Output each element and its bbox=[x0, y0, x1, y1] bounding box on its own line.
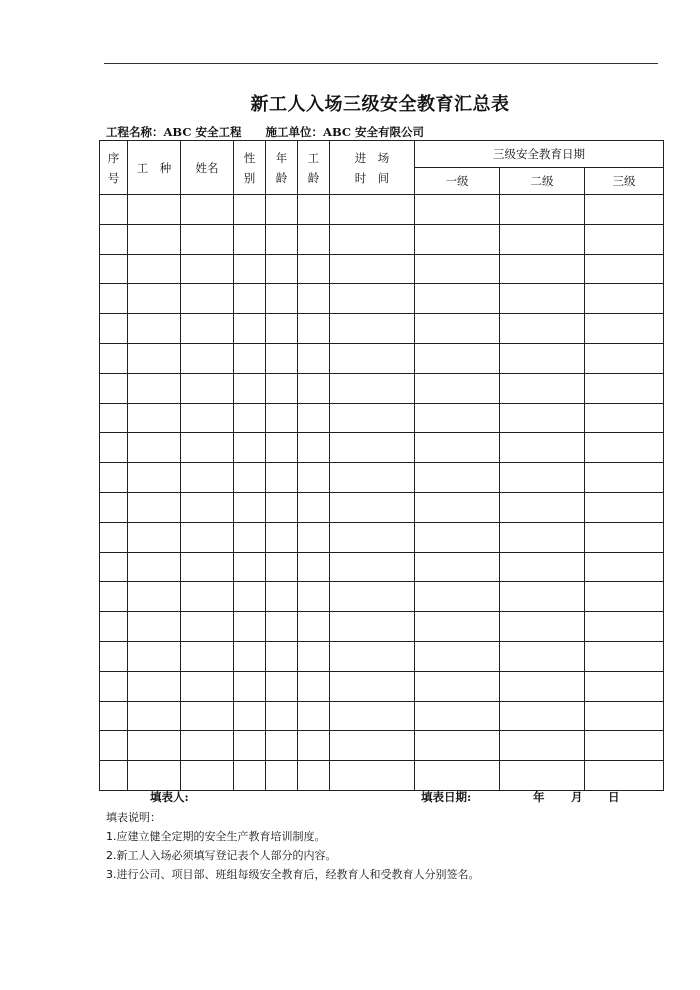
table-cell[interactable] bbox=[234, 522, 266, 552]
header-education-dates: 三级安全教育日期 bbox=[415, 141, 664, 168]
table-cell[interactable] bbox=[181, 641, 234, 671]
table-cell[interactable] bbox=[181, 403, 234, 433]
table-cell[interactable] bbox=[585, 224, 664, 254]
table-cell[interactable] bbox=[298, 195, 330, 225]
table-cell[interactable] bbox=[100, 731, 128, 761]
table-cell[interactable] bbox=[266, 612, 298, 642]
table-cell[interactable] bbox=[266, 254, 298, 284]
note-item-3: 3.进行公司、项目部、班组每级安全教育后，经教育人和受教育人分别签名。 bbox=[106, 868, 480, 881]
table-cell[interactable] bbox=[266, 582, 298, 612]
table-cell[interactable] bbox=[415, 314, 500, 344]
table-cell[interactable] bbox=[100, 492, 128, 522]
table-row bbox=[100, 314, 664, 344]
header-level-1: 一级 bbox=[415, 168, 500, 195]
table-cell[interactable] bbox=[330, 641, 415, 671]
table-cell[interactable] bbox=[234, 701, 266, 731]
table-cell[interactable] bbox=[181, 761, 234, 791]
table-row bbox=[100, 254, 664, 284]
table-cell[interactable] bbox=[266, 641, 298, 671]
table-cell[interactable] bbox=[100, 641, 128, 671]
table-cell[interactable] bbox=[128, 582, 181, 612]
table-cell[interactable] bbox=[585, 254, 664, 284]
fill-date-label: 填表日期: bbox=[421, 790, 472, 804]
table-cell[interactable] bbox=[298, 671, 330, 701]
table-cell[interactable] bbox=[128, 671, 181, 701]
table-cell[interactable] bbox=[234, 761, 266, 791]
table-cell[interactable] bbox=[585, 552, 664, 582]
table-cell[interactable] bbox=[500, 373, 585, 403]
table-row bbox=[100, 463, 664, 493]
table-cell[interactable] bbox=[298, 343, 330, 373]
table-cell[interactable] bbox=[298, 612, 330, 642]
table-cell[interactable] bbox=[585, 612, 664, 642]
table-body bbox=[100, 195, 664, 791]
table-cell[interactable] bbox=[298, 224, 330, 254]
table-row bbox=[100, 343, 664, 373]
table-cell[interactable] bbox=[181, 195, 234, 225]
table-cell[interactable] bbox=[128, 373, 181, 403]
table-cell[interactable] bbox=[234, 552, 266, 582]
table-cell[interactable] bbox=[298, 701, 330, 731]
table-row bbox=[100, 492, 664, 522]
table-cell[interactable] bbox=[500, 522, 585, 552]
table-cell[interactable] bbox=[234, 641, 266, 671]
table-cell[interactable] bbox=[234, 582, 266, 612]
table-cell[interactable] bbox=[415, 701, 500, 731]
header-entry-time: 进 场 时 间 bbox=[330, 141, 415, 195]
header-work-age: 工 龄 bbox=[298, 141, 330, 195]
table-cell[interactable] bbox=[234, 343, 266, 373]
table-cell[interactable] bbox=[500, 731, 585, 761]
table-cell[interactable] bbox=[234, 492, 266, 522]
table-cell[interactable] bbox=[415, 224, 500, 254]
table-cell[interactable] bbox=[234, 254, 266, 284]
table-cell[interactable] bbox=[330, 671, 415, 701]
table-cell[interactable] bbox=[266, 463, 298, 493]
table-cell[interactable] bbox=[266, 403, 298, 433]
table-cell[interactable] bbox=[585, 641, 664, 671]
table-cell[interactable] bbox=[266, 195, 298, 225]
filler-label: 填表人: bbox=[150, 790, 189, 804]
table-cell[interactable] bbox=[181, 373, 234, 403]
table-cell[interactable] bbox=[330, 224, 415, 254]
table-cell[interactable] bbox=[330, 701, 415, 731]
table-cell[interactable] bbox=[415, 761, 500, 791]
table-row bbox=[100, 195, 664, 225]
table-cell[interactable] bbox=[234, 731, 266, 761]
table-row bbox=[100, 761, 664, 791]
header-age: 年 龄 bbox=[266, 141, 298, 195]
table-cell[interactable] bbox=[128, 761, 181, 791]
table-cell[interactable] bbox=[298, 463, 330, 493]
table-cell[interactable] bbox=[415, 373, 500, 403]
table-cell[interactable] bbox=[266, 761, 298, 791]
table-cell[interactable] bbox=[266, 373, 298, 403]
table-cell[interactable] bbox=[181, 314, 234, 344]
top-rule bbox=[104, 63, 658, 64]
table-cell[interactable] bbox=[415, 671, 500, 701]
table-cell[interactable] bbox=[330, 492, 415, 522]
table-cell[interactable] bbox=[500, 254, 585, 284]
table-cell[interactable] bbox=[181, 463, 234, 493]
table-cell[interactable] bbox=[128, 641, 181, 671]
table-cell[interactable] bbox=[234, 612, 266, 642]
table-cell[interactable] bbox=[298, 403, 330, 433]
table-cell[interactable] bbox=[266, 284, 298, 314]
table-cell[interactable] bbox=[100, 284, 128, 314]
table-cell[interactable] bbox=[500, 492, 585, 522]
table-cell[interactable] bbox=[128, 403, 181, 433]
table-cell[interactable] bbox=[330, 314, 415, 344]
table-cell[interactable] bbox=[415, 612, 500, 642]
table-cell[interactable] bbox=[500, 761, 585, 791]
table-cell[interactable] bbox=[500, 343, 585, 373]
table-cell[interactable] bbox=[181, 731, 234, 761]
table-cell[interactable] bbox=[415, 492, 500, 522]
table-cell[interactable] bbox=[128, 731, 181, 761]
table-cell[interactable] bbox=[585, 463, 664, 493]
table-cell[interactable] bbox=[500, 284, 585, 314]
table-row bbox=[100, 284, 664, 314]
table-cell[interactable] bbox=[298, 314, 330, 344]
table-cell[interactable] bbox=[181, 701, 234, 731]
note-item-1: 1.应建立健全定期的安全生产教育培训制度。 bbox=[106, 830, 326, 843]
table-row bbox=[100, 522, 664, 552]
table-cell[interactable] bbox=[234, 463, 266, 493]
table-cell[interactable] bbox=[330, 403, 415, 433]
table-row bbox=[100, 612, 664, 642]
table-cell[interactable] bbox=[415, 254, 500, 284]
table-row bbox=[100, 373, 664, 403]
header-gender: 性 别 bbox=[234, 141, 266, 195]
table-cell[interactable] bbox=[181, 284, 234, 314]
table-row bbox=[100, 671, 664, 701]
table-cell[interactable] bbox=[100, 254, 128, 284]
table-cell[interactable] bbox=[128, 224, 181, 254]
table-cell[interactable] bbox=[415, 522, 500, 552]
table-cell[interactable] bbox=[181, 343, 234, 373]
table-cell[interactable] bbox=[585, 433, 664, 463]
table-cell[interactable] bbox=[585, 195, 664, 225]
table-cell[interactable] bbox=[500, 641, 585, 671]
header-level-2: 二级 bbox=[500, 168, 585, 195]
table-cell[interactable] bbox=[181, 612, 234, 642]
table-cell[interactable] bbox=[100, 671, 128, 701]
table-cell[interactable] bbox=[181, 522, 234, 552]
fill-instructions bbox=[106, 808, 480, 884]
table-cell[interactable] bbox=[415, 731, 500, 761]
table-cell[interactable] bbox=[500, 582, 585, 612]
header-level-3: 三级 bbox=[585, 168, 664, 195]
table-cell[interactable] bbox=[234, 403, 266, 433]
table-cell[interactable] bbox=[266, 224, 298, 254]
table-cell[interactable] bbox=[500, 403, 585, 433]
table-cell[interactable] bbox=[100, 195, 128, 225]
table-cell[interactable] bbox=[585, 522, 664, 552]
table-cell[interactable] bbox=[234, 314, 266, 344]
table-cell[interactable] bbox=[100, 522, 128, 552]
table-cell[interactable] bbox=[181, 224, 234, 254]
table-cell[interactable] bbox=[500, 612, 585, 642]
table-cell[interactable] bbox=[266, 522, 298, 552]
table-cell[interactable] bbox=[100, 612, 128, 642]
table-cell[interactable] bbox=[234, 284, 266, 314]
table-cell[interactable] bbox=[330, 731, 415, 761]
table-cell[interactable] bbox=[298, 284, 330, 314]
date-year: 年 bbox=[533, 790, 545, 804]
header-name: 姓名 bbox=[181, 141, 234, 195]
table-cell[interactable] bbox=[298, 552, 330, 582]
table-cell[interactable] bbox=[266, 671, 298, 701]
table-cell[interactable] bbox=[100, 582, 128, 612]
table-row bbox=[100, 701, 664, 731]
table-row bbox=[100, 641, 664, 671]
table-cell[interactable] bbox=[585, 373, 664, 403]
table-cell[interactable] bbox=[128, 433, 181, 463]
table-cell[interactable] bbox=[298, 731, 330, 761]
table-cell[interactable] bbox=[585, 731, 664, 761]
table-cell[interactable] bbox=[266, 492, 298, 522]
table-cell[interactable] bbox=[234, 671, 266, 701]
project-name-label: 工程名称：ABC 安全工程 bbox=[106, 125, 242, 139]
table-cell[interactable] bbox=[128, 463, 181, 493]
table-cell[interactable] bbox=[266, 701, 298, 731]
table-cell[interactable] bbox=[415, 552, 500, 582]
table-cell[interactable] bbox=[181, 671, 234, 701]
table-cell[interactable] bbox=[585, 492, 664, 522]
table-cell[interactable] bbox=[330, 433, 415, 463]
table-cell[interactable] bbox=[100, 463, 128, 493]
table-cell[interactable] bbox=[330, 761, 415, 791]
table-cell[interactable] bbox=[415, 433, 500, 463]
table-cell[interactable] bbox=[330, 343, 415, 373]
table-cell[interactable] bbox=[500, 433, 585, 463]
table-row bbox=[100, 552, 664, 582]
table-cell[interactable] bbox=[100, 761, 128, 791]
table-cell[interactable] bbox=[181, 492, 234, 522]
project-info bbox=[106, 124, 424, 140]
table-cell[interactable] bbox=[415, 284, 500, 314]
date-month: 月 bbox=[571, 790, 583, 804]
table-cell[interactable] bbox=[181, 433, 234, 463]
table-cell[interactable] bbox=[298, 433, 330, 463]
table-cell[interactable] bbox=[100, 373, 128, 403]
table-cell[interactable] bbox=[298, 761, 330, 791]
table-cell[interactable] bbox=[585, 701, 664, 731]
table-cell[interactable] bbox=[500, 671, 585, 701]
table-row bbox=[100, 403, 664, 433]
table-cell[interactable] bbox=[585, 314, 664, 344]
table-cell[interactable] bbox=[415, 343, 500, 373]
table-cell[interactable] bbox=[415, 403, 500, 433]
table-cell[interactable] bbox=[298, 522, 330, 552]
table-cell[interactable] bbox=[330, 373, 415, 403]
table-cell[interactable] bbox=[234, 373, 266, 403]
table-cell[interactable] bbox=[128, 314, 181, 344]
education-summary-table bbox=[99, 140, 664, 791]
table-cell[interactable] bbox=[415, 463, 500, 493]
table-cell[interactable] bbox=[415, 195, 500, 225]
table-cell[interactable] bbox=[181, 552, 234, 582]
table-cell[interactable] bbox=[330, 284, 415, 314]
table-cell[interactable] bbox=[128, 284, 181, 314]
header-seq: 序 号 bbox=[100, 141, 128, 195]
table-cell[interactable] bbox=[500, 552, 585, 582]
table-row bbox=[100, 224, 664, 254]
table-cell[interactable] bbox=[298, 373, 330, 403]
table-cell[interactable] bbox=[330, 254, 415, 284]
table-cell[interactable] bbox=[298, 492, 330, 522]
table-cell[interactable] bbox=[298, 254, 330, 284]
table-cell[interactable] bbox=[100, 224, 128, 254]
table-cell[interactable] bbox=[100, 701, 128, 731]
table-row bbox=[100, 731, 664, 761]
page-title: 新工人入场三级安全教育汇总表 bbox=[250, 94, 510, 115]
table-cell[interactable] bbox=[500, 463, 585, 493]
table-cell[interactable] bbox=[298, 641, 330, 671]
table-cell[interactable] bbox=[128, 701, 181, 731]
table-cell[interactable] bbox=[415, 641, 500, 671]
table-cell[interactable] bbox=[128, 552, 181, 582]
table-cell[interactable] bbox=[330, 463, 415, 493]
table-cell[interactable] bbox=[298, 582, 330, 612]
table-cell[interactable] bbox=[181, 254, 234, 284]
table-cell[interactable] bbox=[128, 522, 181, 552]
table-cell[interactable] bbox=[500, 314, 585, 344]
table-cell[interactable] bbox=[500, 195, 585, 225]
table-cell[interactable] bbox=[500, 224, 585, 254]
table-cell[interactable] bbox=[330, 195, 415, 225]
table-cell[interactable] bbox=[100, 433, 128, 463]
table-cell[interactable] bbox=[266, 314, 298, 344]
table-cell[interactable] bbox=[585, 582, 664, 612]
table-cell[interactable] bbox=[585, 284, 664, 314]
table-cell[interactable] bbox=[234, 224, 266, 254]
table-cell[interactable] bbox=[128, 343, 181, 373]
table-cell[interactable] bbox=[266, 433, 298, 463]
table-cell[interactable] bbox=[500, 701, 585, 731]
table-cell[interactable] bbox=[128, 492, 181, 522]
table-cell[interactable] bbox=[181, 582, 234, 612]
table-cell[interactable] bbox=[234, 433, 266, 463]
table-cell[interactable] bbox=[100, 314, 128, 344]
table-cell[interactable] bbox=[128, 612, 181, 642]
table-cell[interactable] bbox=[330, 582, 415, 612]
construction-unit-label: 施工单位：ABC 安全有限公司 bbox=[265, 125, 425, 139]
table-cell[interactable] bbox=[100, 343, 128, 373]
table-cell[interactable] bbox=[585, 671, 664, 701]
table-cell[interactable] bbox=[266, 343, 298, 373]
table-cell[interactable] bbox=[585, 343, 664, 373]
table-cell[interactable] bbox=[330, 552, 415, 582]
table-cell[interactable] bbox=[330, 612, 415, 642]
note-item-2: 2.新工人入场必须填写登记表个人部分的内容。 bbox=[106, 849, 337, 862]
table-cell[interactable] bbox=[585, 403, 664, 433]
header-trade: 工 种 bbox=[128, 141, 181, 195]
table-cell[interactable] bbox=[100, 552, 128, 582]
table-row bbox=[100, 582, 664, 612]
table-cell[interactable] bbox=[266, 731, 298, 761]
table-cell[interactable] bbox=[234, 195, 266, 225]
table-cell[interactable] bbox=[330, 522, 415, 552]
table-cell[interactable] bbox=[100, 403, 128, 433]
table-cell[interactable] bbox=[585, 761, 664, 791]
notes-heading: 填表说明： bbox=[106, 811, 161, 824]
table-cell[interactable] bbox=[128, 195, 181, 225]
table-cell[interactable] bbox=[128, 254, 181, 284]
date-day: 日 bbox=[608, 790, 620, 804]
table-cell[interactable] bbox=[266, 552, 298, 582]
table-row bbox=[100, 433, 664, 463]
table-cell[interactable] bbox=[415, 582, 500, 612]
